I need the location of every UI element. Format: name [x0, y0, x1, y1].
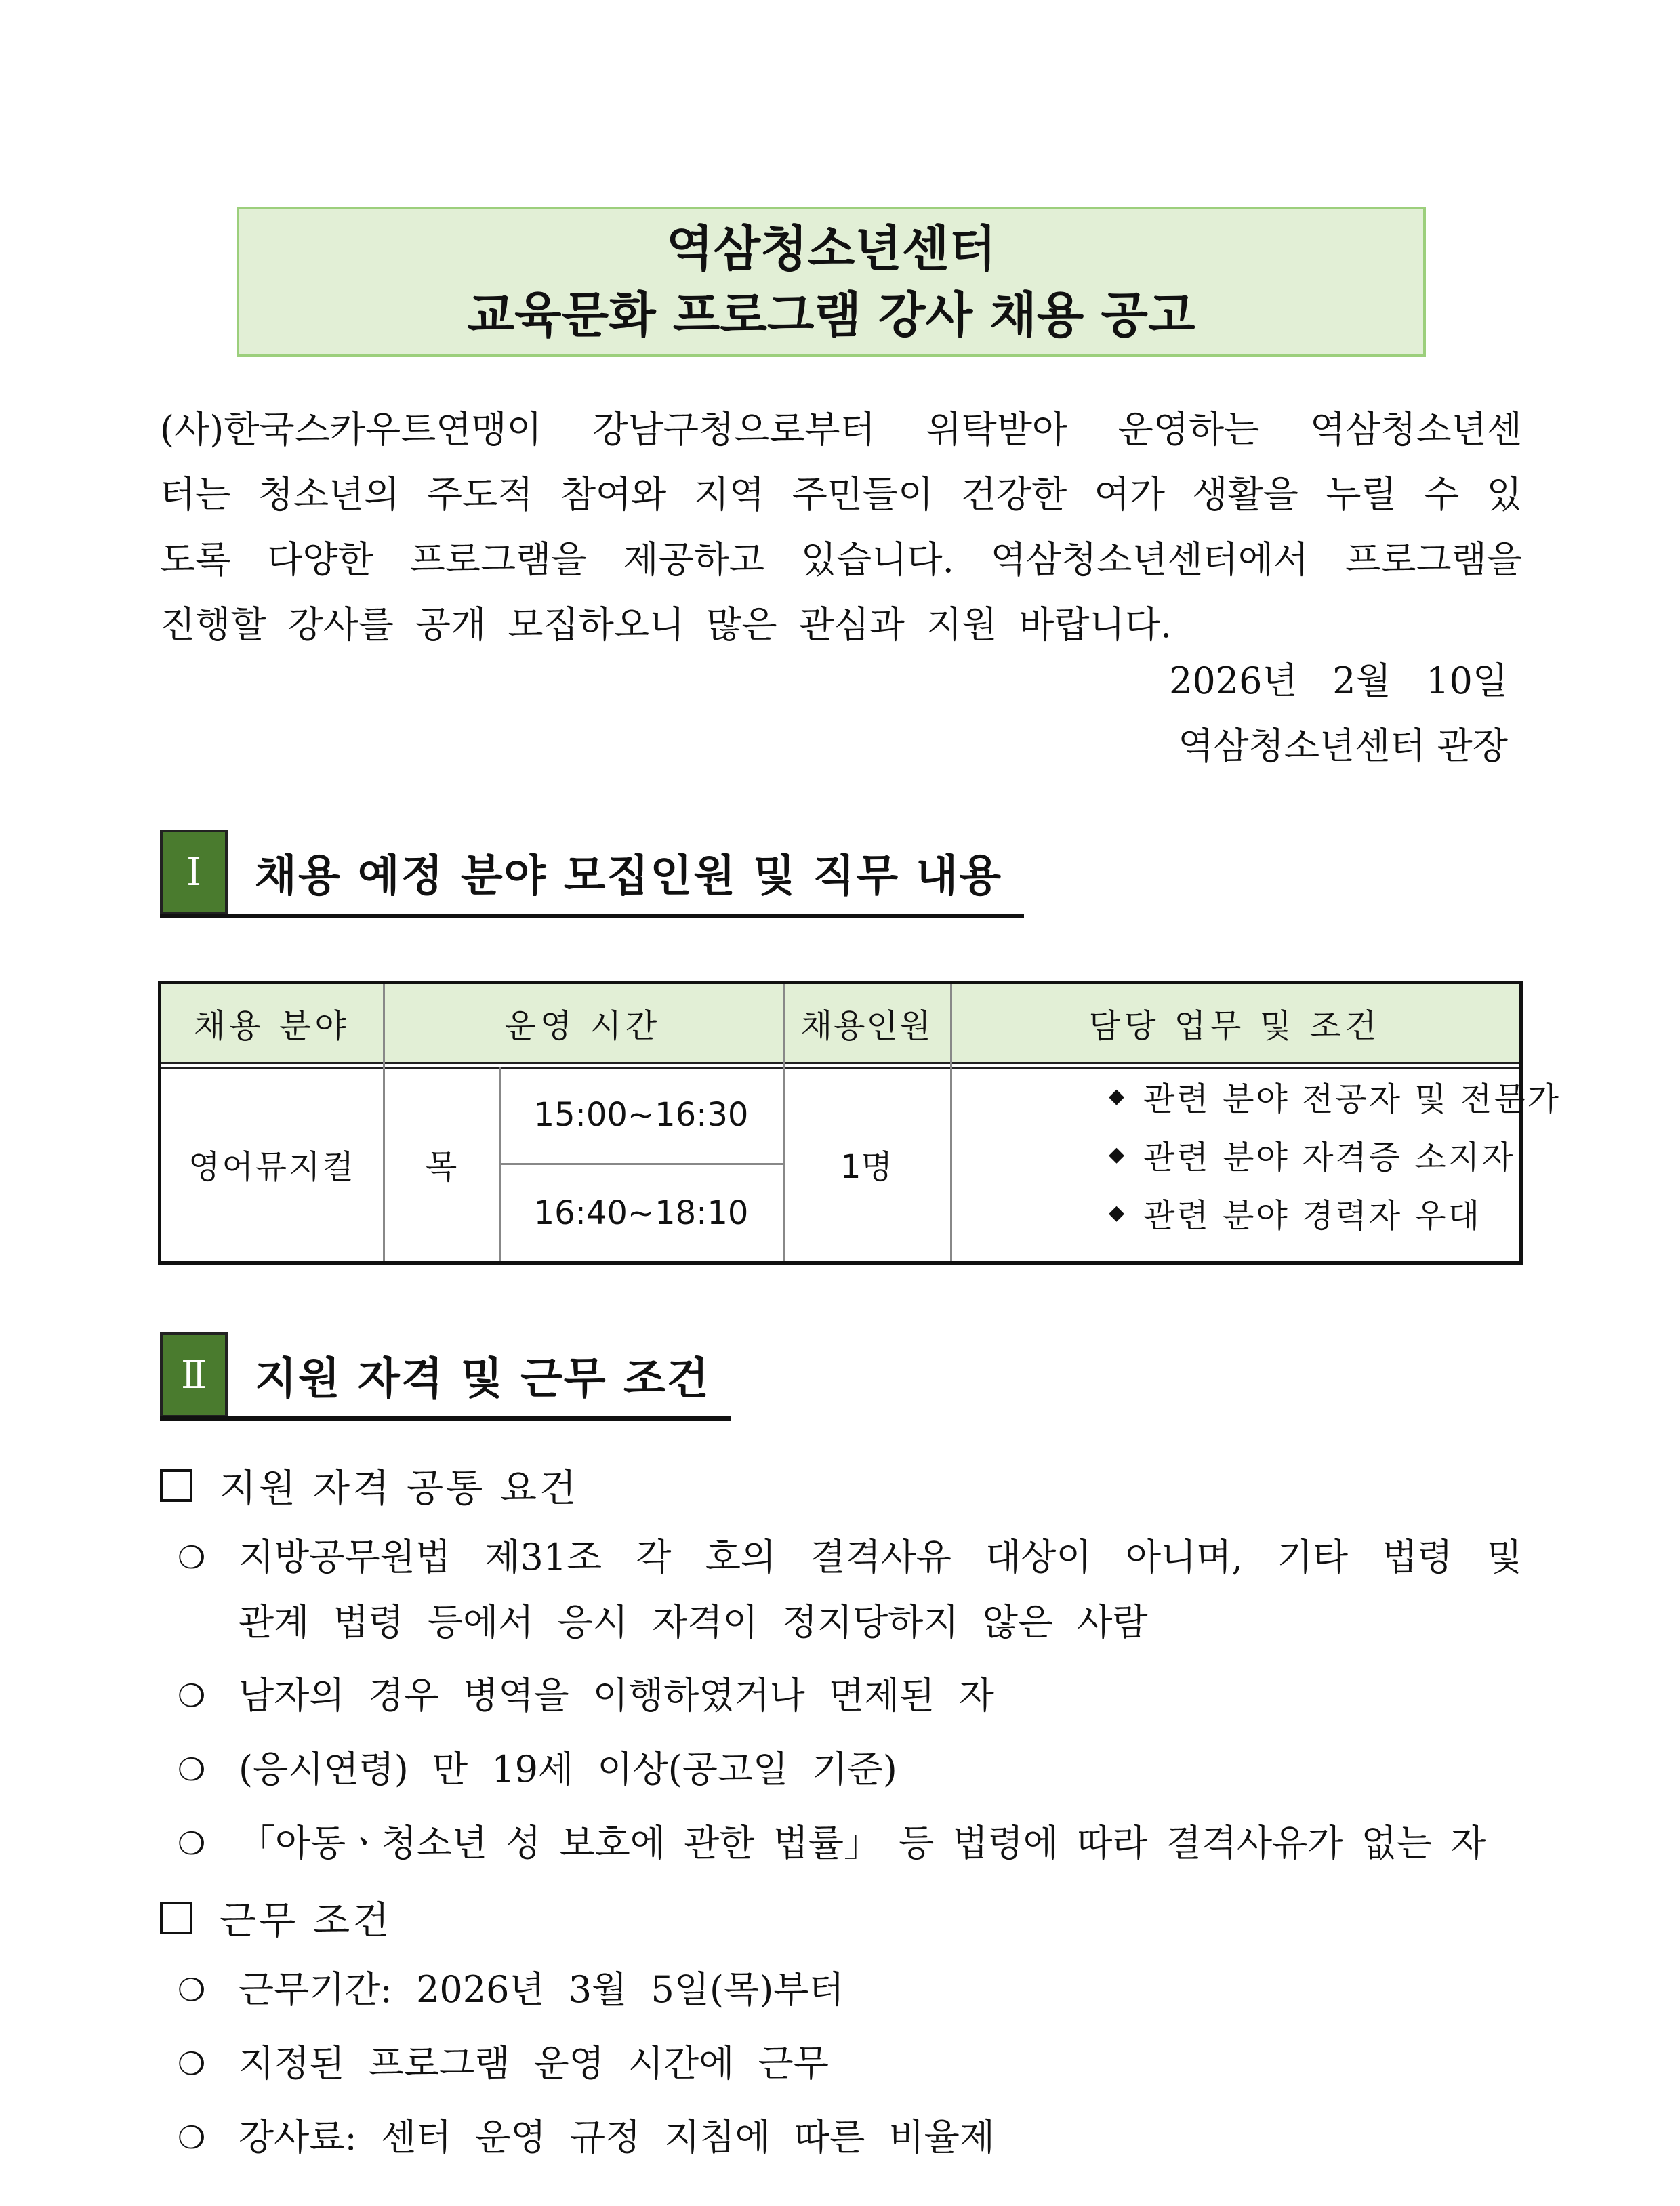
intro-paragraph	[160, 397, 1522, 657]
circle-bullet-icon: ❍	[178, 1677, 206, 1714]
word: 생활을	[1192, 473, 1298, 516]
table-cell-duties	[1109, 1067, 1561, 1242]
table-header-count: 채용인원	[783, 984, 950, 1062]
word: 진행할	[160, 603, 266, 646]
word: 결격사유	[810, 1536, 951, 1578]
word: 건강한	[960, 473, 1067, 516]
intro-line-3	[160, 527, 1522, 592]
section-1-title: 채용 예정 분야 모집인원 및 직무 내용	[255, 851, 1003, 901]
word: 대상이	[985, 1536, 1092, 1578]
circle-bullet-icon: ❍	[178, 1972, 206, 2008]
word: (사)한국스카우트연맹이	[160, 408, 542, 451]
section-1-header	[160, 830, 1024, 915]
word: 다양한	[267, 538, 373, 581]
word: 운영하는	[1118, 408, 1260, 451]
table-cell-time-1: 15:00~16:30	[533, 1096, 749, 1134]
word: 지원	[926, 603, 998, 646]
section-2-underline	[160, 1416, 731, 1421]
word: 강사를	[287, 603, 394, 646]
word: 호의	[705, 1536, 777, 1578]
diamond-icon: ◆	[1109, 1200, 1125, 1225]
word: 프로그램을	[409, 538, 587, 581]
duty-item	[1109, 1067, 1561, 1125]
table-cell-day: 목	[425, 1148, 457, 1186]
word: 터는	[160, 473, 231, 516]
issuer: 역삼청소년센터 관장	[1178, 724, 1508, 767]
qualification-item-3-text: (응시연령) 만 19세 이상(공고일 기준)	[239, 1748, 897, 1791]
word: 기타	[1277, 1536, 1348, 1578]
diamond-icon: ◆	[1109, 1084, 1125, 1108]
word: 프로그램을	[1345, 538, 1522, 581]
word: 많은	[706, 603, 777, 646]
word: 공개	[415, 603, 487, 646]
qualification-item-2	[178, 1663, 1522, 1728]
intro-line-1	[160, 397, 1522, 462]
condition-item-2	[178, 2031, 1522, 2096]
diamond-icon: ◆	[1109, 1142, 1125, 1166]
duty-text: 관련 분야 자격증 소지자	[1143, 1138, 1515, 1177]
section-1-underline	[160, 914, 1024, 918]
word: 관심과	[798, 603, 905, 646]
word: 강남구청으로부터	[592, 408, 876, 451]
section-2-header	[160, 1332, 731, 1418]
duty-text: 관련 분야 전공자 및 전문가	[1143, 1080, 1561, 1118]
qualification-item-3	[178, 1737, 1522, 1802]
condition-item-3	[178, 2105, 1522, 2170]
condition-item-1-text: 근무기간: 2026년 3월 5일(목)부터	[239, 1968, 844, 2011]
word: 도록	[160, 538, 231, 581]
qualification-item-4-text: 「아동ㆍ청소년 성 보호에 관한 법률」 등 법령에 따라 결격사유가 없는 자	[239, 1822, 1486, 1864]
circle-bullet-icon: ❍	[178, 1539, 206, 1576]
title-line-2: 교육문화 프로그램 강사 채용 공고	[467, 287, 1195, 344]
word: 제공하고	[623, 538, 765, 581]
word: 바랍니다.	[1019, 603, 1172, 646]
word: 및	[1486, 1536, 1522, 1578]
col-divider-3	[950, 984, 952, 1261]
condition-item-1	[178, 1957, 1522, 2022]
qualifications-heading	[160, 1458, 579, 1513]
word: 주민들이	[792, 473, 934, 516]
announcement-date: 2026년 2월 10일	[1169, 659, 1508, 702]
section-2-number: Ⅱ	[160, 1332, 228, 1418]
table-header-time: 운영 시간	[383, 984, 783, 1062]
word: 여가	[1094, 473, 1165, 516]
word: 주도적	[426, 473, 533, 516]
conditions-heading	[160, 1891, 392, 1945]
word: 있습니다.	[801, 538, 954, 581]
checkbox-square-icon	[160, 1469, 192, 1502]
condition-item-2-text: 지정된 프로그램 운영 시간에 근무	[239, 2042, 829, 2085]
qualification-item-1-line-2: 관계 법령 등에서 응시 자격이 정지당하지 않은 사람	[239, 1601, 1148, 1643]
conditions-heading-text: 근무 조건	[220, 1899, 392, 1943]
word: 역삼청소년센	[1309, 408, 1522, 451]
qualification-item-4	[178, 1811, 1522, 1876]
word: 지방공무원법	[239, 1536, 451, 1578]
circle-bullet-icon: ❍	[178, 2119, 206, 2156]
table-header-duties: 담당 업무 및 조건	[950, 984, 1519, 1062]
qualification-item-1-line-1	[239, 1525, 1522, 1590]
duty-item	[1109, 1183, 1515, 1242]
word: 청소년의	[258, 473, 400, 516]
qualification-item-1	[178, 1525, 1522, 1655]
title-line-1: 역삼청소년센터	[666, 220, 996, 277]
table-cell-field: 영어뮤지컬	[188, 1148, 356, 1186]
word: 수	[1424, 473, 1460, 516]
section-1-number: Ⅰ	[160, 830, 228, 915]
header-divider	[161, 1062, 1519, 1064]
duty-text: 관련 분야 경력자 우대	[1143, 1196, 1482, 1235]
table-cell-count: 1명	[840, 1148, 893, 1186]
intro-line-4	[160, 592, 1522, 657]
word: 제31조	[485, 1536, 602, 1578]
word: 역삼청소년센터에서	[990, 538, 1309, 581]
intro-line-2	[160, 462, 1522, 527]
word: 지역	[693, 473, 765, 516]
checkbox-square-icon	[160, 1902, 192, 1934]
qualifications-heading-text: 지원 자격 공통 요건	[220, 1467, 579, 1511]
word: 있	[1486, 473, 1522, 516]
table-cell-time-2: 16:40~18:10	[533, 1194, 749, 1232]
recruitment-table	[158, 981, 1561, 1265]
qualification-item-2-text: 남자의 경우 병역을 이행하였거나 면제된 자	[239, 1674, 994, 1717]
section-2-title: 지원 자격 및 근무 조건	[255, 1354, 710, 1404]
word: 아니며,	[1125, 1536, 1244, 1578]
word: 누릴	[1326, 473, 1397, 516]
duty-item	[1109, 1125, 1515, 1183]
word: 각	[636, 1536, 672, 1578]
circle-bullet-icon: ❍	[178, 2045, 206, 2082]
table-header-field: 채용 분야	[161, 984, 383, 1062]
word: 법령	[1382, 1536, 1453, 1578]
title-box	[237, 207, 1426, 357]
condition-item-3-text: 강사료: 센터 운영 규정 지침에 따른 비율제	[239, 2116, 995, 2159]
word: 위탁받아	[926, 408, 1068, 451]
word: 참여와	[560, 473, 667, 516]
circle-bullet-icon: ❍	[178, 1825, 206, 1862]
word: 모집하오니	[508, 603, 685, 646]
circle-bullet-icon: ❍	[178, 1751, 206, 1788]
